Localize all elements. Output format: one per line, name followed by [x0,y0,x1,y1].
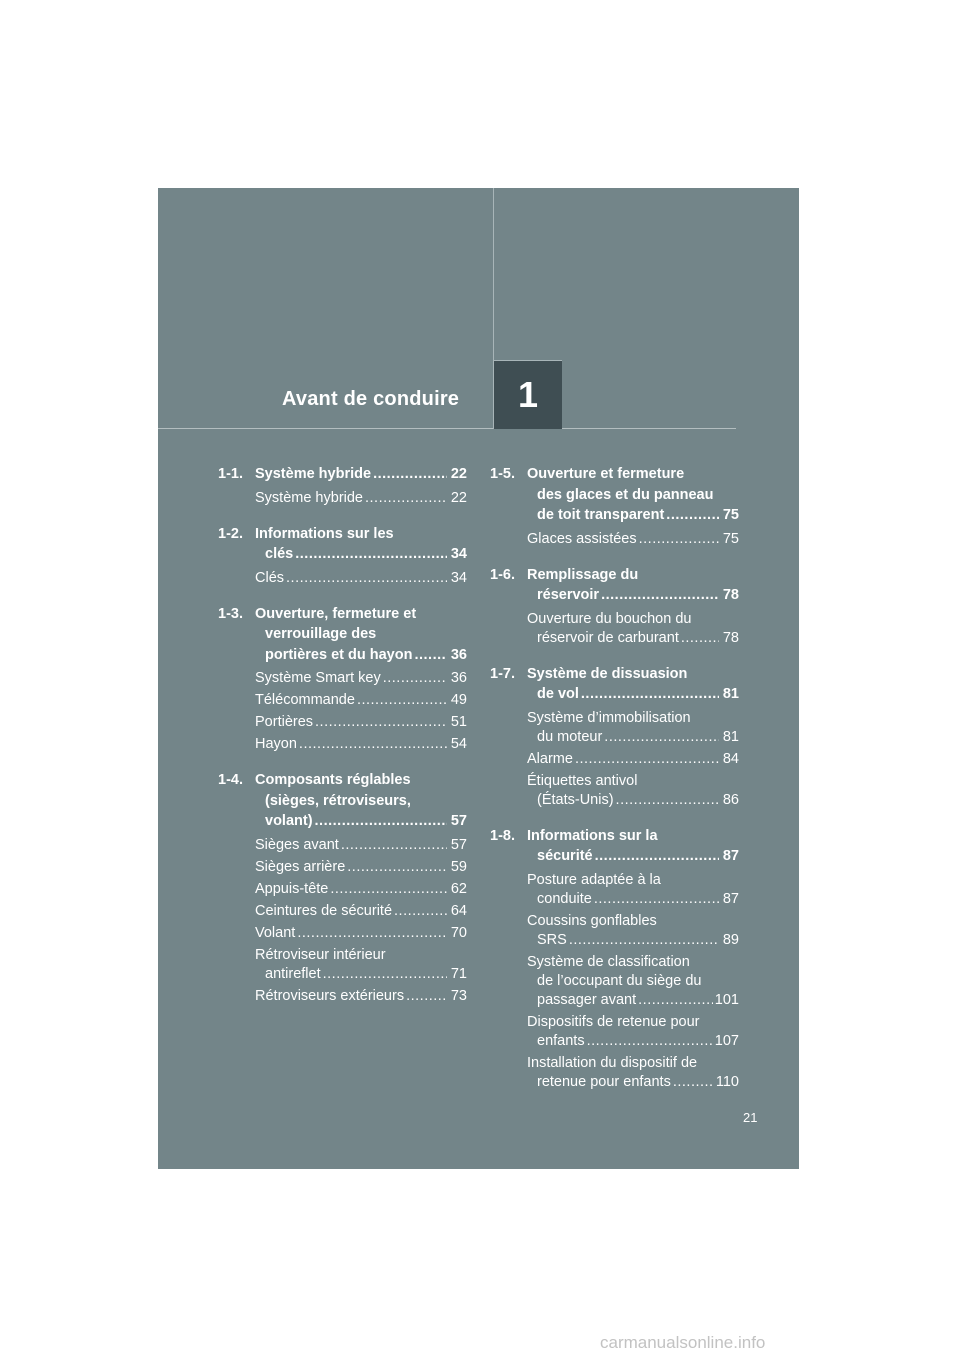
toc-line [527,565,739,586]
toc-entry-list [218,836,467,1006]
toc-page-number: 34 [450,546,467,562]
toc-page-number: 49 [450,692,467,708]
toc-line [527,664,739,685]
toc-line-text: Ceintures de sécurité [255,902,393,919]
toc-line-text: Système hybride [255,489,363,506]
toc-line [255,965,467,984]
toc-line-text: Clés [255,569,285,586]
toc-entry[interactable] [527,1013,739,1051]
toc-section-heading[interactable] [218,770,467,832]
toc-line-text: Rétroviseur intérieur [255,946,386,963]
dot-leader [681,629,719,648]
toc-line [527,464,739,485]
toc-entry[interactable] [527,610,739,648]
toc-section-number: 1-1. [218,466,243,482]
toc-page-number: 87 [722,848,739,864]
toc-line-text: Ouverture du bouchon du [527,610,692,627]
toc-line [255,524,467,545]
toc-section [218,464,467,508]
toc-line [527,684,739,705]
toc-section-number: 1-5. [490,466,515,482]
toc-entry-list [490,610,739,648]
toc-line-text: Dispositifs de retenue pour [527,1013,700,1030]
dot-leader [414,645,447,666]
toc-section-number: 1-6. [490,566,515,583]
toc-page-number: 87 [722,890,739,907]
toc-page-number: 36 [450,670,467,686]
toc-section [490,565,739,648]
toc-section-heading[interactable] [218,464,467,485]
toc-line [527,610,739,629]
toc-section-heading[interactable] [490,664,739,705]
chapter-number-box [493,360,562,429]
dot-leader [297,924,447,943]
toc-line-text: Système Smart key [255,670,381,686]
toc-line [255,735,467,754]
toc-page-number: 57 [450,813,467,829]
toc-line-text: enfants [537,1032,585,1049]
toc-line-text: Hayon [255,736,297,752]
toc-line [255,836,467,855]
toc-line-text: Coussins gonflables [527,912,657,929]
chapter-number: 1 [517,374,539,415]
toc-line [255,924,467,943]
toc-page-number: 86 [722,791,739,808]
toc-line [255,858,467,877]
toc-entry-list [490,530,739,549]
toc-section-heading[interactable] [218,524,467,565]
dot-leader [638,991,713,1010]
toc-section-number: 1-3. [218,605,243,622]
toc-line-text: sécurité [537,848,593,864]
toc-entry[interactable] [255,880,467,899]
toc-line-text: Remplissage du [527,566,639,583]
toc-page-number: 81 [722,686,739,702]
toc-section-number: 1-8. [490,827,515,844]
toc-line [527,871,739,890]
toc-line-text: Système d’immobilisation [527,709,691,726]
toc-page-number: 57 [450,836,467,853]
toc-section-number: 1-7. [490,665,515,682]
toc-entry-list [490,709,739,810]
toc-line [527,530,739,549]
toc-line-text: réservoir de carburant [537,629,679,646]
toc-line [255,770,467,791]
toc-line-text: Système de dissuasion [527,665,688,682]
horizontal-divider [158,428,736,429]
toc-line-text: SRS [537,931,567,948]
chapter-panel [158,188,799,1169]
dot-leader [394,902,447,921]
toc-line [255,811,467,832]
toc-page-number: 84 [722,750,739,767]
toc-line-text: Volant [255,924,296,941]
toc-page-number: 107 [714,1032,739,1049]
toc-entry[interactable] [527,1054,739,1092]
toc-line-text: de vol [537,686,579,702]
toc-line [255,604,467,625]
toc-line [527,485,739,506]
toc-line-text: de l’occupant du siège du [537,972,702,989]
toc-entry[interactable] [527,772,739,810]
toc-line [527,972,739,991]
toc-line [527,709,739,728]
vertical-divider [493,188,494,360]
toc-entry[interactable] [527,912,739,950]
dot-leader [569,931,719,950]
toc-line [527,1013,739,1032]
toc-section-heading[interactable] [490,565,739,606]
page-number: 21 [743,1110,758,1125]
toc-page-number: 54 [450,736,467,752]
toc-line-text: Ouverture et fermeture [527,466,685,482]
toc-line [255,544,467,565]
watermark: carmanualsonline.info [600,1333,766,1352]
toc-line-text: Ouverture, fermeture et [255,605,417,622]
toc-line [527,772,739,791]
toc-line [255,946,467,965]
toc-page-number: 73 [450,987,467,1004]
dot-leader [330,880,447,899]
toc-section-number: 1-2. [218,525,243,542]
toc-line-text: Appuis-tête [255,880,329,897]
toc-entry[interactable] [255,735,467,754]
toc-section [490,826,739,1092]
toc-line-text: Étiquettes antivol [527,772,638,789]
chapter-title: Avant de conduire [282,388,460,410]
dot-leader [406,987,447,1006]
toc-page-number: 101 [714,991,739,1008]
toc-line-text: Rétroviseurs extérieurs [255,987,405,1004]
toc-entry[interactable] [527,953,739,1010]
toc-line [527,931,739,950]
dot-leader [341,836,447,855]
toc-entry[interactable] [255,924,467,943]
dot-leader [581,684,719,705]
toc-line-text: (sièges, rétroviseurs, [265,792,411,809]
toc-entry[interactable] [527,709,739,747]
toc-line [527,750,739,769]
toc-line-text: antireflet [265,965,321,982]
toc-line-text: (États-Unis) [537,791,614,808]
toc-page-number: 62 [450,880,467,897]
toc-line [527,846,739,867]
toc-line-text: Sièges avant [255,836,339,853]
toc-section [490,464,739,549]
toc-line-text: retenue pour enfants [537,1073,671,1090]
toc-entry[interactable] [255,858,467,877]
toc-line [527,1054,739,1073]
dot-leader [673,1073,714,1092]
toc-line-text: clés [265,546,294,562]
dot-leader [604,728,719,747]
toc-page-number: 36 [450,646,467,663]
toc-line [255,902,467,921]
toc-entry-list [490,871,739,1092]
dot-leader [594,890,719,909]
toc-entry-list [218,569,467,588]
toc-page-number: 70 [450,924,467,941]
toc-page-number: 22 [450,489,467,506]
toc-line-text: de toit transparent [537,507,665,523]
toc-section-heading[interactable] [490,826,739,867]
toc-line [255,669,467,688]
toc-entry[interactable] [255,836,467,855]
toc-line-text: Télécommande [255,692,355,708]
toc-page-number: 81 [722,728,739,745]
toc-line [255,464,467,485]
dot-leader [323,965,447,984]
toc-page-number: 71 [450,965,467,982]
toc-entry[interactable] [255,489,467,508]
toc-section-number: 1-4. [218,772,243,788]
toc-page-number: 59 [450,858,467,875]
toc-page-number: 51 [450,714,467,730]
toc-line-text: conduite [537,890,592,907]
toc-line-text: passager avant [537,991,637,1008]
dot-leader [373,464,447,485]
dot-leader [315,713,447,732]
toc-page-number: 64 [450,902,467,919]
toc-entry[interactable] [527,530,739,549]
toc-line [527,791,739,810]
toc-section-heading[interactable] [218,604,467,666]
toc-page-number: 78 [722,587,739,603]
toc-section [218,770,467,1006]
toc-line-text: Installation du dispositif de [527,1054,698,1071]
toc-line [255,691,467,710]
toc-line [255,880,467,899]
dot-leader [347,858,447,877]
toc-page-number: 75 [722,507,739,523]
toc-page-number: 110 [715,1073,739,1090]
dot-leader [616,791,719,810]
toc-column-left [218,464,467,1022]
toc-entry-list [218,669,467,754]
toc-line [527,991,739,1010]
toc-line [527,912,739,931]
toc-line-text: volant) [265,813,313,829]
dot-leader [587,1032,713,1051]
toc-line [527,728,739,747]
toc-entry[interactable] [255,691,467,710]
toc-line [527,505,739,526]
dot-leader [601,585,719,606]
toc-line [527,1073,739,1092]
toc-line-text: du moteur [537,728,603,745]
dot-leader [315,811,447,832]
dot-leader [575,750,719,769]
toc-line [255,624,467,645]
toc-page-number: 89 [722,931,739,948]
dot-leader [383,669,447,688]
toc-page-number: 34 [450,569,467,586]
toc-line [527,585,739,606]
toc-line [255,645,467,666]
toc-section [218,604,467,755]
toc-line [527,629,739,648]
dot-leader [295,544,447,565]
toc-line [255,569,467,588]
toc-line-text: des glaces et du panneau [537,486,714,503]
toc-line [527,1032,739,1051]
toc-line-text: Posture adaptée à la [527,871,661,888]
toc-line-text: verrouillage des [265,626,377,642]
toc-line-text: Système de classification [527,953,690,970]
toc-line [255,713,467,732]
toc-entry[interactable] [255,902,467,921]
toc-entry-list [218,489,467,508]
toc-entry[interactable] [527,750,739,769]
toc-line [255,489,467,508]
toc-line-text: portières et du hayon [265,646,413,663]
dot-leader [595,846,719,867]
toc-entry[interactable] [255,987,467,1006]
toc-page-number: 75 [722,530,739,547]
toc-column-right [490,464,739,1108]
toc-section-heading[interactable] [490,464,739,526]
dot-leader [286,569,447,588]
dot-leader [639,530,719,549]
toc-line-text: Sièges arrière [255,858,346,875]
toc-entry[interactable] [527,871,739,909]
toc-line-text: Informations sur les [255,525,394,542]
toc-line-text: Portières [255,714,314,730]
toc-section [490,664,739,810]
toc-line-text: Système hybride [255,466,372,482]
toc-line-text: Alarme [527,750,573,767]
toc-page-number: 78 [722,629,739,646]
toc-entry[interactable] [255,713,467,732]
toc-line [527,953,739,972]
toc-line-text: Informations sur la [527,827,658,844]
dot-leader [365,489,447,508]
toc-line-text: réservoir [537,587,600,603]
toc-line-text: Glaces assistées [527,530,637,547]
toc-line [255,791,467,812]
toc-line [255,987,467,1006]
toc-entry[interactable] [255,669,467,688]
toc-line [527,890,739,909]
toc-entry[interactable] [255,946,467,984]
dot-leader [299,735,447,754]
toc-line [527,826,739,847]
dot-leader [666,505,719,526]
toc-entry[interactable] [255,569,467,588]
dot-leader [357,691,447,710]
toc-section [218,524,467,588]
toc-line-text: Composants réglables [255,772,411,788]
toc-page-number: 22 [450,466,467,482]
